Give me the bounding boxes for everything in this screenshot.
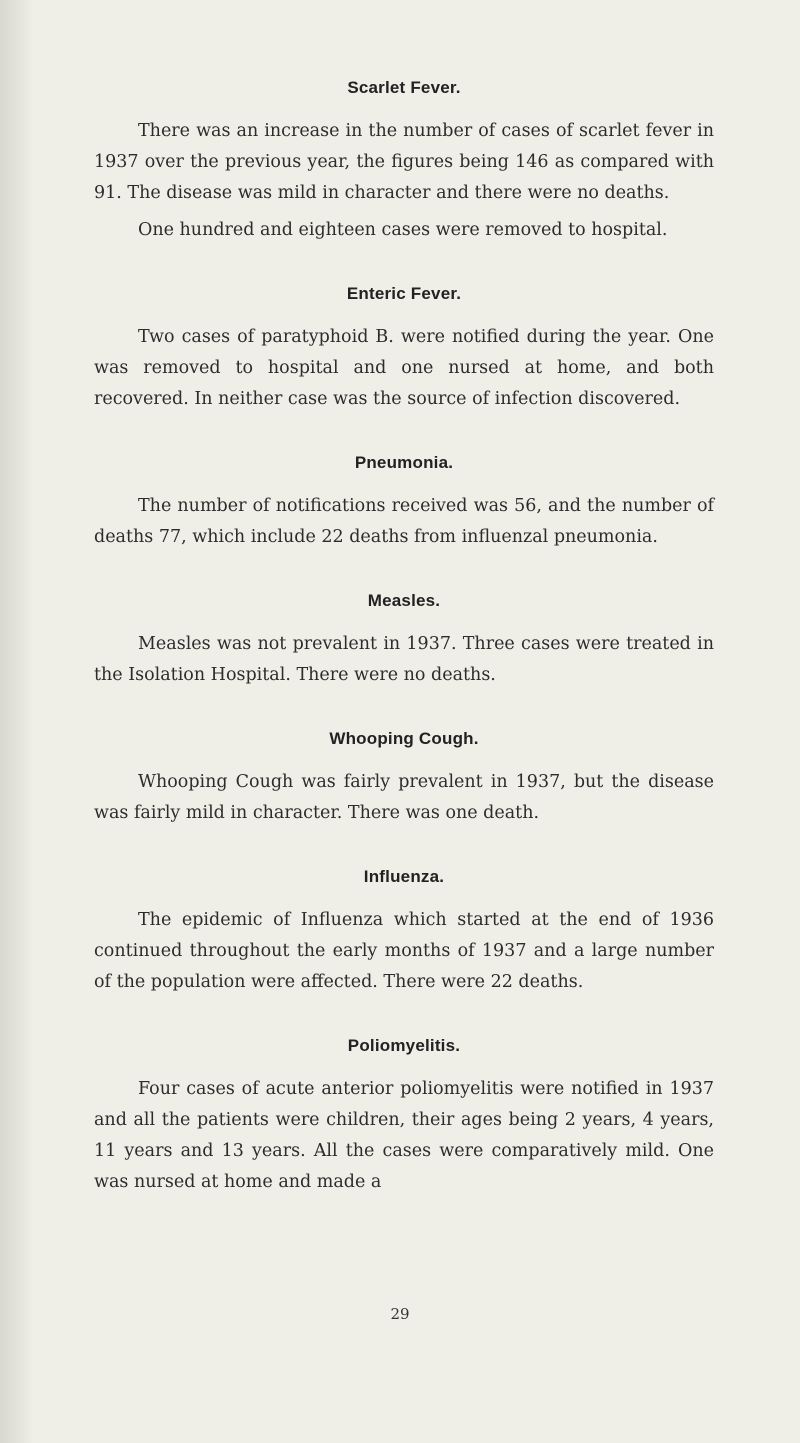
section-pneumonia: [94, 453, 714, 553]
paragraph: There was an increase in the number of cases of scarlet fever in 1937 over the previous year, the figures being 146 as compared with 91. The disease was mild in character and there were no deaths.: [94, 121, 714, 203]
section-poliomyelitis: [94, 1036, 714, 1198]
paragraph: The number of notifications received was 56, and the number of deaths 77, which include 22 deaths from influenzal pneumonia.: [94, 496, 714, 547]
paragraph: Two cases of paratyphoid B. were notified during the year. One was removed to hospital and one nursed at home, and both recovered. In neither case was the source of infection discovered.: [94, 327, 714, 409]
section-heading: Poliomyelitis.: [347, 1036, 461, 1055]
section-heading: Enteric Fever.: [346, 284, 462, 303]
section-heading: Scarlet Fever.: [347, 78, 461, 97]
paragraph: Four cases of acute anterior poliomyelitis were notified in 1937 and all the patients were children, their ages being 2 years, 4 years, 11 years and 13 years. All the cases were comparatively mild. One was nursed at home and made a: [94, 1079, 714, 1192]
section-heading: Pneumonia.: [354, 453, 454, 472]
page-number: 29: [390, 1305, 410, 1323]
section-whooping-cough: [94, 729, 714, 829]
page-edge-shadow: [0, 0, 34, 1443]
section-heading: Measles.: [367, 591, 441, 610]
section-heading: Influenza.: [363, 867, 445, 886]
paragraph: Measles was not prevalent in 1937. Three cases were treated in the Isolation Hospital. There were no deaths.: [94, 634, 714, 685]
section-influenza: [94, 867, 714, 998]
paragraph: One hundred and eighteen cases were removed to hospital.: [138, 220, 668, 240]
paragraph: The epidemic of Influenza which started at the end of 1936 continued throughout the early months of 1937 and a large number of the population were affected. There were 22 deaths.: [94, 910, 714, 992]
section-measles: [94, 591, 714, 691]
section-scarlet-fever: [94, 78, 714, 246]
section-enteric-fever: [94, 284, 714, 415]
section-heading: Whooping Cough.: [329, 729, 479, 748]
paragraph: Whooping Cough was fairly prevalent in 1937, but the disease was fairly mild in character. There was one death.: [94, 772, 714, 823]
document-body: [94, 78, 714, 1198]
